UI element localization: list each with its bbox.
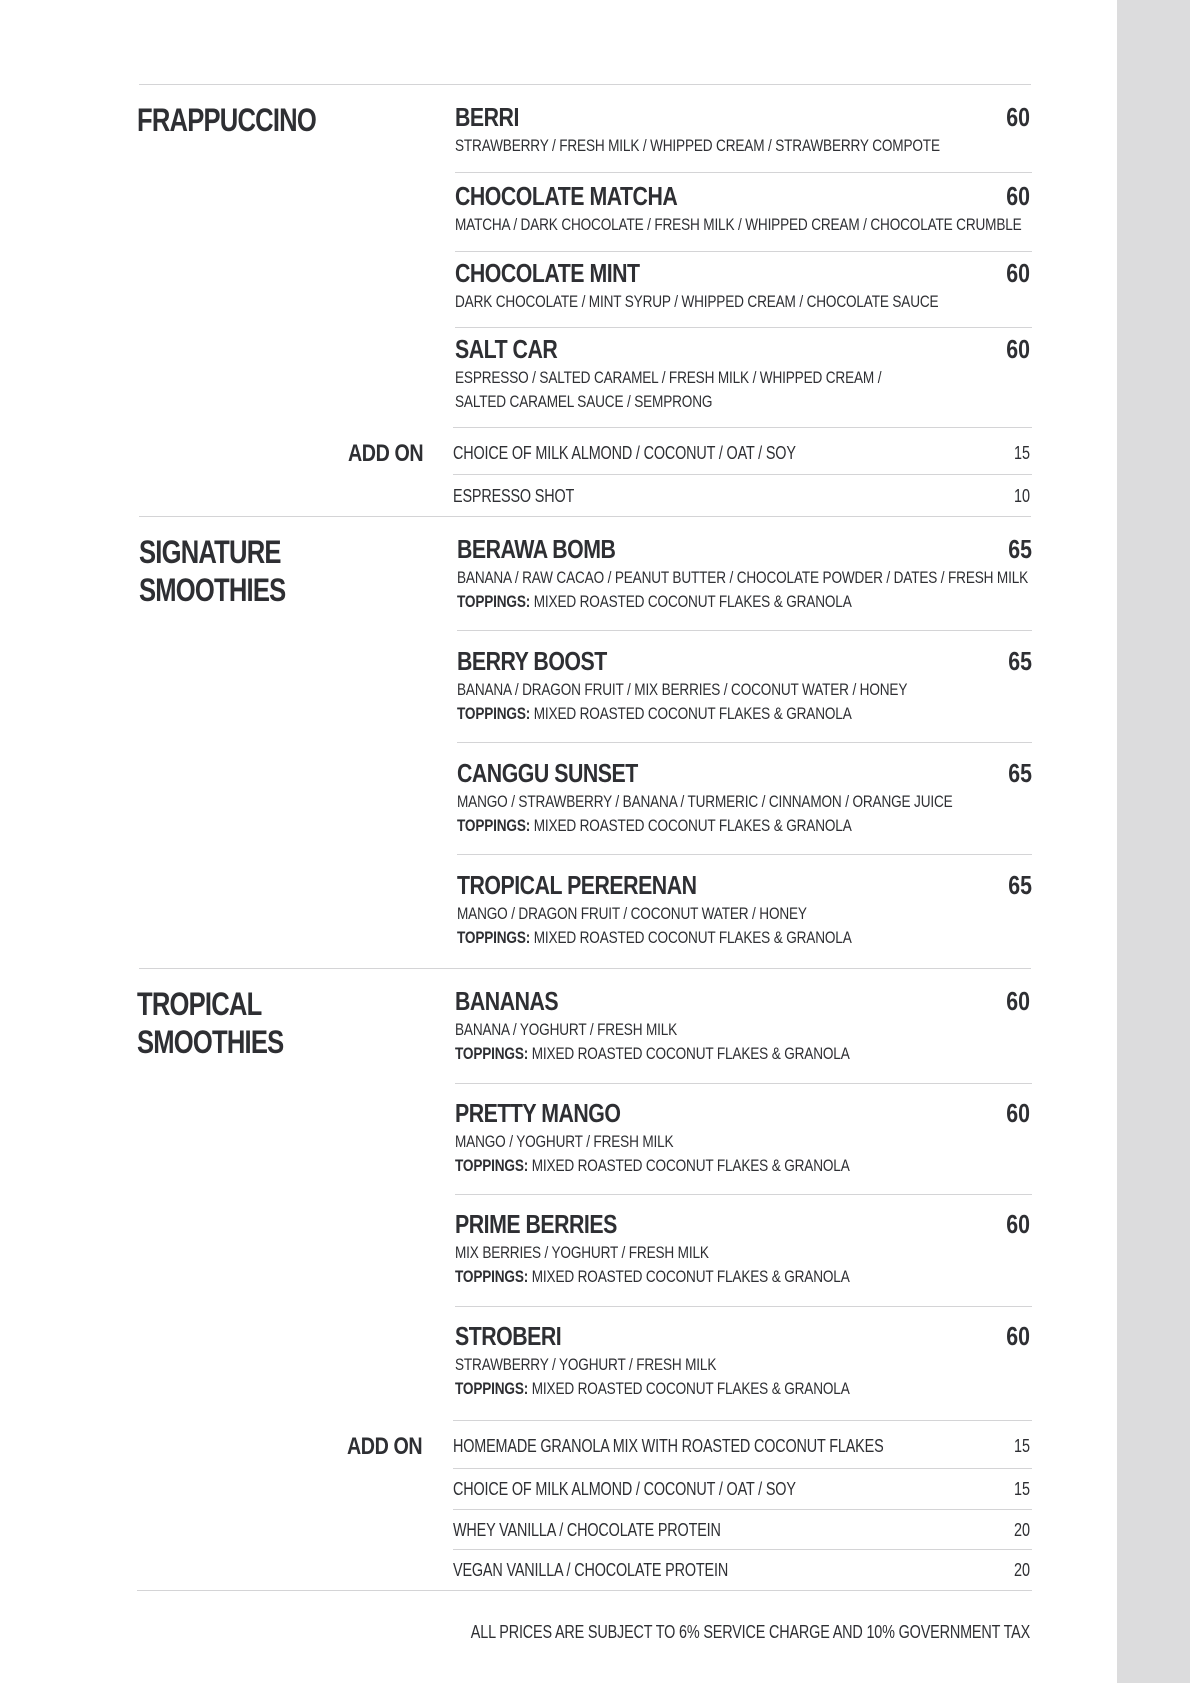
item-price: 60 [1006, 1321, 1030, 1351]
item-divider [455, 1306, 1032, 1307]
item-name: PRETTY MANGO [455, 1098, 621, 1128]
item-name: BERRY BOOST [457, 646, 607, 676]
toppings-value: MIXED ROASTED COCONUT FLAKES & GRANOLA [533, 592, 852, 611]
menu-item-bananas [455, 986, 1030, 1066]
item-toppings [457, 926, 917, 950]
item-price: 65 [1008, 534, 1032, 564]
section-divider [139, 516, 1031, 517]
item-name: BANANAS [455, 986, 559, 1016]
item-toppings [457, 702, 917, 726]
toppings-label: TOPPINGS: [455, 1156, 529, 1175]
item-description: MANGO / YOGHURT / FRESH MILK [455, 1132, 674, 1151]
addon-row [453, 482, 1030, 510]
item-divider [457, 630, 1032, 631]
item-price: 65 [1008, 646, 1032, 676]
item-name: SALT CAR [455, 334, 558, 364]
menu-item-chocolate-matcha [455, 181, 1030, 237]
menu-item-prime-berries [455, 1209, 1030, 1289]
item-divider [455, 251, 1032, 252]
addon-row [453, 1432, 1030, 1460]
addon-name: CHOICE OF MILK ALMOND / COCONUT / OAT / SOY [453, 1479, 796, 1499]
item-divider [455, 172, 1032, 173]
menu-item-tropical-pererenan [457, 870, 1032, 950]
item-name: PRIME BERRIES [455, 1209, 617, 1239]
item-price: 60 [1006, 1209, 1030, 1239]
menu-item-chocolate-mint [455, 258, 1030, 314]
addon-name: CHOICE OF MILK ALMOND / COCONUT / OAT / SOY [453, 443, 796, 463]
addon-row [453, 1556, 1030, 1584]
add-on-label: ADD ON [347, 1433, 423, 1460]
addon-price: 15 [1013, 1479, 1030, 1499]
toppings-label: TOPPINGS: [457, 816, 531, 835]
addon-price: 15 [1013, 443, 1030, 463]
addon-name: ESPRESSO SHOT [453, 486, 575, 506]
item-divider [455, 1194, 1032, 1195]
addon-divider [453, 1468, 1032, 1469]
item-toppings [455, 1154, 915, 1178]
toppings-value: MIXED ROASTED COCONUT FLAKES & GRANOLA [533, 704, 852, 723]
page-side-band [1117, 0, 1190, 1683]
section-divider [139, 84, 1031, 85]
addon-price: 10 [1013, 486, 1030, 506]
addon-price: 20 [1013, 1560, 1030, 1580]
toppings-label: TOPPINGS: [457, 704, 531, 723]
category-title-frappuccino: FRAPPUCCINO [137, 102, 316, 138]
menu-item-salt-car [455, 334, 1030, 414]
item-toppings [455, 1265, 915, 1289]
item-divider [453, 1420, 1032, 1421]
item-divider [455, 327, 1032, 328]
category-title-tropical-smoothies: TROPICAL SMOOTHIES [137, 986, 284, 1060]
item-price: 65 [1008, 758, 1032, 788]
addon-row [453, 439, 1030, 467]
toppings-label: TOPPINGS: [457, 592, 531, 611]
addon-price: 20 [1013, 1520, 1030, 1540]
item-description-line-2: SALTED CARAMEL SAUCE / SEMPRONG [455, 392, 713, 411]
item-description: STRAWBERRY / FRESH MILK / WHIPPED CREAM / STRAWBERRY COMPOTE [455, 136, 940, 155]
menu-item-berry-boost [457, 646, 1032, 726]
item-toppings [455, 1377, 915, 1401]
toppings-label: TOPPINGS: [455, 1267, 529, 1286]
toppings-value: MIXED ROASTED COCONUT FLAKES & GRANOLA [531, 1267, 850, 1286]
menu-item-stroberi [455, 1321, 1030, 1401]
item-divider [457, 742, 1032, 743]
item-divider [457, 854, 1032, 855]
addon-name: HOMEMADE GRANOLA MIX WITH ROASTED COCONUT FLAKES [453, 1436, 884, 1456]
addon-row [453, 1475, 1030, 1503]
item-divider [453, 427, 1032, 428]
item-description: STRAWBERRY / YOGHURT / FRESH MILK [455, 1355, 717, 1374]
addon-divider [453, 1509, 1032, 1510]
item-name: CHOCOLATE MATCHA [455, 181, 678, 211]
toppings-value: MIXED ROASTED COCONUT FLAKES & GRANOLA [531, 1379, 850, 1398]
item-price: 60 [1006, 334, 1030, 364]
price-disclaimer: ALL PRICES ARE SUBJECT TO 6% SERVICE CHARGE AND 10% GOVERNMENT TAX [470, 1622, 1030, 1642]
toppings-label: TOPPINGS: [455, 1379, 529, 1398]
toppings-value: MIXED ROASTED COCONUT FLAKES & GRANOLA [531, 1156, 850, 1175]
item-toppings [455, 1042, 915, 1066]
menu-item-canggu-sunset [457, 758, 1032, 838]
toppings-label: TOPPINGS: [457, 928, 531, 947]
addon-divider [453, 474, 1032, 475]
item-name: CHOCOLATE MINT [455, 258, 640, 288]
addon-name: VEGAN VANILLA / CHOCOLATE PROTEIN [453, 1560, 729, 1580]
item-description: ESPRESSO / SALTED CARAMEL / FRESH MILK / WHIPPED CREAM / [455, 368, 882, 387]
add-on-label: ADD ON [348, 440, 424, 467]
addon-price: 15 [1013, 1436, 1030, 1456]
item-description: MANGO / DRAGON FRUIT / COCONUT WATER / HONEY [457, 904, 807, 923]
addon-name: WHEY VANILLA / CHOCOLATE PROTEIN [453, 1520, 721, 1540]
item-description: MATCHA / DARK CHOCOLATE / FRESH MILK / WHIPPED CREAM / CHOCOLATE CRUMBLE [455, 215, 1022, 234]
item-description: BANANA / YOGHURT / FRESH MILK [455, 1020, 678, 1039]
item-name: TROPICAL PERERENAN [457, 870, 697, 900]
item-price: 60 [1006, 986, 1030, 1016]
item-description: MIX BERRIES / YOGHURT / FRESH MILK [455, 1243, 709, 1262]
item-description: BANANA / RAW CACAO / PEANUT BUTTER / CHOCOLATE POWDER / DATES / FRESH MILK [457, 568, 1029, 587]
item-name: BERAWA BOMB [457, 534, 616, 564]
section-divider [137, 1590, 1032, 1591]
toppings-value: MIXED ROASTED COCONUT FLAKES & GRANOLA [533, 928, 852, 947]
menu-item-pretty-mango [455, 1098, 1030, 1178]
menu-item-berri [455, 102, 1030, 158]
item-toppings [457, 814, 917, 838]
item-description: BANANA / DRAGON FRUIT / MIX BERRIES / COCONUT WATER / HONEY [457, 680, 908, 699]
item-divider [455, 1083, 1032, 1084]
item-price: 65 [1008, 870, 1032, 900]
menu-item-berawa-bomb [457, 534, 1032, 614]
item-price: 60 [1006, 258, 1030, 288]
item-price: 60 [1006, 102, 1030, 132]
category-title-signature-smoothies: SIGNATURE SMOOTHIES [139, 534, 286, 608]
toppings-label: TOPPINGS: [455, 1044, 529, 1063]
toppings-value: MIXED ROASTED COCONUT FLAKES & GRANOLA [531, 1044, 850, 1063]
item-description: DARK CHOCOLATE / MINT SYRUP / WHIPPED CREAM / CHOCOLATE SAUCE [455, 292, 939, 311]
item-toppings [457, 590, 917, 614]
item-price: 60 [1006, 1098, 1030, 1128]
item-description: MANGO / STRAWBERRY / BANANA / TURMERIC / CINNAMON / ORANGE JUICE [457, 792, 953, 811]
toppings-value: MIXED ROASTED COCONUT FLAKES & GRANOLA [533, 816, 852, 835]
item-name: CANGGU SUNSET [457, 758, 638, 788]
item-name: BERRI [455, 102, 519, 132]
item-name: STROBERI [455, 1321, 562, 1351]
section-divider [139, 968, 1031, 969]
addon-row [453, 1516, 1030, 1544]
addon-divider [453, 1549, 1032, 1550]
item-price: 60 [1006, 181, 1030, 211]
